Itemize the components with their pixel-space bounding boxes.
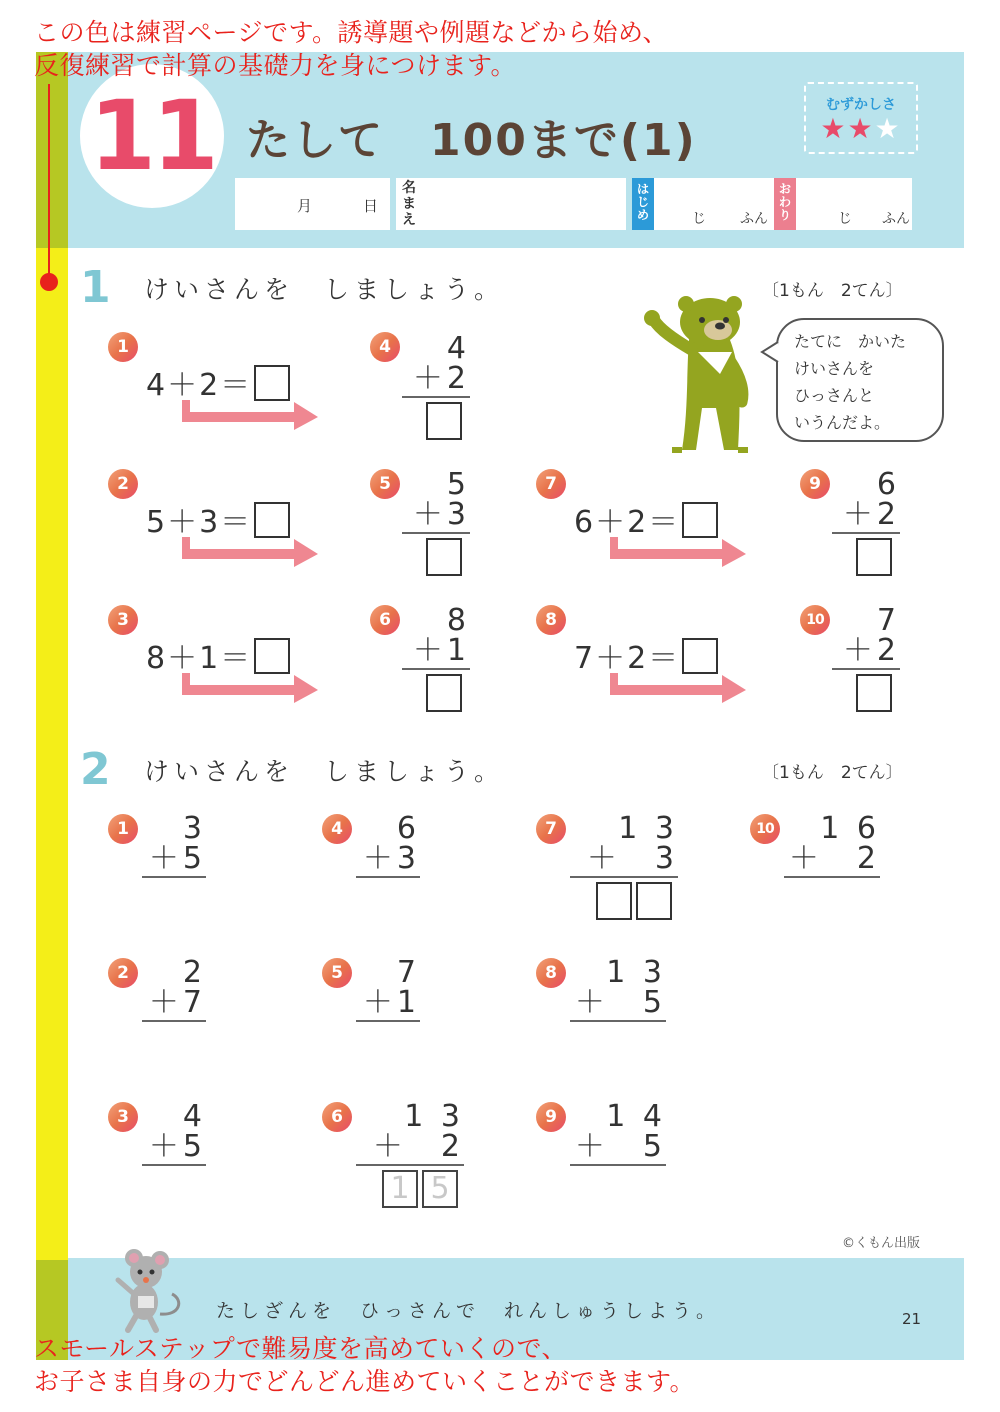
sum-line [402,396,470,398]
answer-box[interactable] [682,638,718,674]
annotation-line: 反復練習で計算の基礎力を身につけます。 [34,51,517,80]
addend-top: 1 4 [606,1099,666,1134]
vertical-problem [142,955,206,1078]
addend-bottom: ＋ 5 [574,1129,666,1164]
sum-line [570,876,678,878]
answer-box[interactable] [856,674,892,712]
bubble-line: いうんだよ。 [794,413,891,432]
addend-top: 6 [876,467,900,502]
difficulty-stars [806,114,916,144]
vertical-problem [832,603,900,726]
problem-number-badge: 1 [108,332,138,362]
addend-bottom: ＋5 [148,841,206,876]
horizontal-problem [574,497,718,541]
lesson-number-circle [80,64,224,208]
page-number: 21 [902,1310,922,1328]
vertical-problem [356,811,420,934]
horizontal-problem [146,360,290,404]
sum-line [356,1164,464,1166]
sum-line [142,1020,206,1022]
horizontal-problem [146,497,290,541]
problem-number-badge: 5 [370,469,400,499]
addend-bottom: ＋ 3 [586,841,678,876]
addend-bottom: ＋2 [412,361,470,396]
arrow-to-vertical [608,673,748,703]
sum-line [402,668,470,670]
vertical-problem [570,1099,666,1222]
addend-bottom: ＋2 [842,497,900,532]
start-minute-label: ふん [740,211,768,227]
side-bar-middle [36,248,68,1260]
equation-text: 6＋2＝ [574,505,681,540]
name-field[interactable] [396,178,626,230]
time-field[interactable] [632,178,912,230]
addend-bottom: ＋5 [148,1129,206,1164]
addend-top: 7 [396,955,420,990]
addend-top: 2 [182,955,206,990]
horizontal-problem [574,633,718,677]
lesson-number: 11 [89,80,215,192]
answer-box[interactable] [682,502,718,538]
annotation-marker-dot [40,273,58,291]
start-hour-label: じ [692,211,706,227]
problem-number-badge: 10 [800,605,830,635]
answer-box[interactable] [426,402,462,440]
vertical-problem [356,955,420,1078]
star-icon: ★ [820,112,848,145]
answer-box-hint[interactable]: 5 [422,1170,458,1208]
vertical-problem [570,811,678,934]
annotation-line: お子さま自身の力でどんどん進めていくことができます。 [34,1367,696,1396]
end-minute-label: ふん [882,211,910,227]
problem-number-badge: 2 [108,469,138,499]
answer-box[interactable] [596,882,632,920]
addend-top: 1 3 [404,1099,464,1134]
vertical-problem [832,467,900,590]
horizontal-problem [146,633,290,677]
addend-bottom: ＋2 [842,633,900,668]
start-tag: はじめ [632,178,654,230]
annotation-marker-line [48,84,50,284]
equation-text: 8＋1＝ [146,641,253,676]
page-title: たして 100まで(1) [246,115,697,166]
sum-line [142,1164,206,1166]
answer-box[interactable] [636,882,672,920]
answer-box[interactable] [254,365,290,401]
sum-line [356,1020,420,1022]
vertical-problem [142,1099,206,1222]
addend-bottom: ＋1 [412,633,470,668]
answer-box-hint[interactable]: 1 [382,1170,418,1208]
bubble-tail [760,340,780,364]
sum-line [832,668,900,670]
section2-points: 〔1もん 2てん〕 [762,763,903,783]
problem-number-badge: 3 [108,1102,138,1132]
addend-top: 1 6 [820,811,880,846]
difficulty-box [804,82,918,154]
footer-message: たしざんを ひっさんで れんしゅうしよう。 [216,1300,721,1322]
addend-bottom: ＋1 [362,985,420,1020]
vertical-problem [784,811,880,934]
addend-bottom: ＋ 2 [788,841,880,876]
bear-illustration [630,290,770,460]
section2-instruction: けいさんを しましょう。 [144,757,505,786]
answer-box[interactable] [254,638,290,674]
star-icon: ★ [847,112,875,145]
addend-top: 5 [446,467,470,502]
addend-top: 8 [446,603,470,638]
section1-number: 1 [80,262,111,313]
problem-number-badge: 8 [536,958,566,988]
bubble-line: けいさんを [794,359,875,378]
arrow-to-vertical [180,673,320,703]
equation-text: 7＋2＝ [574,641,681,676]
addend-top: 3 [182,811,206,846]
problem-number-badge: 3 [108,605,138,635]
answer-box[interactable] [426,538,462,576]
sum-line [570,1164,666,1166]
annotation-bottom [34,1332,695,1398]
problem-number-badge: 9 [800,469,830,499]
speech-bubble [776,318,944,442]
date-field[interactable] [235,178,390,230]
end-hour-label: じ [838,211,852,227]
addend-bottom: ＋ 2 [372,1129,464,1164]
info-bar [235,178,912,230]
problem-number-badge: 5 [322,958,352,988]
problem-number-badge: 4 [322,814,352,844]
vertical-problem [570,955,666,1078]
copyright: ©くもん出版 [842,1236,921,1251]
vertical-problem [402,603,470,726]
arrow-to-vertical [180,537,320,567]
name-label: 名まえ [402,180,416,228]
addend-bottom: ＋ 5 [574,985,666,1020]
sum-line [832,532,900,534]
problem-number-badge: 10 [750,814,780,844]
problem-number-badge: 7 [536,814,566,844]
addend-bottom: ＋7 [148,985,206,1020]
problem-number-badge: 4 [370,332,400,362]
addend-top: 4 [446,331,470,366]
arrow-to-vertical [180,400,320,430]
vertical-problem [356,1099,464,1222]
problem-number-badge: 8 [536,605,566,635]
problem-number-badge: 9 [536,1102,566,1132]
sum-line [784,876,880,878]
annotation-top [34,16,668,82]
answer-box[interactable] [856,538,892,576]
addend-top: 1 3 [606,955,666,990]
answer-box[interactable] [426,674,462,712]
addend-top: 4 [182,1099,206,1134]
bubble-line: たてに かいた [794,332,907,351]
answer-box[interactable] [254,502,290,538]
addend-bottom: ＋3 [412,497,470,532]
problem-number-badge: 7 [536,469,566,499]
vertical-problem [402,331,470,454]
month-label: 月 [297,197,313,215]
addend-top: 6 [396,811,420,846]
addend-bottom: ＋3 [362,841,420,876]
problem-number-badge: 2 [108,958,138,988]
annotation-line: この色は練習ページです。誘導題や例題などから始め、 [34,18,669,47]
day-label: 日 [363,197,379,215]
end-tag: おわり [774,178,796,230]
difficulty-label: むずかしさ [826,97,896,113]
star-icon: ★ [874,112,902,145]
sum-line [356,876,420,878]
annotation-line: スモールステップで難易度を高めていくので、 [34,1334,568,1363]
section1-points: 〔1もん 2てん〕 [762,281,903,301]
addend-top: 1 3 [618,811,678,846]
problem-number-badge: 1 [108,814,138,844]
bubble-line: ひっさんと [794,386,875,405]
section2-number: 2 [80,744,111,795]
arrow-to-vertical [608,537,748,567]
section1-instruction: けいさんを しましょう。 [144,275,505,304]
sum-line [570,1020,666,1022]
sum-line [402,532,470,534]
mouse-illustration [100,1244,190,1334]
sum-line [142,876,206,878]
problem-number-badge: 6 [370,605,400,635]
equation-text: 5＋3＝ [146,505,253,540]
equation-text: 4＋2＝ [146,368,253,403]
vertical-problem [142,811,206,934]
addend-top: 7 [876,603,900,638]
vertical-problem [402,467,470,590]
problem-number-badge: 6 [322,1102,352,1132]
